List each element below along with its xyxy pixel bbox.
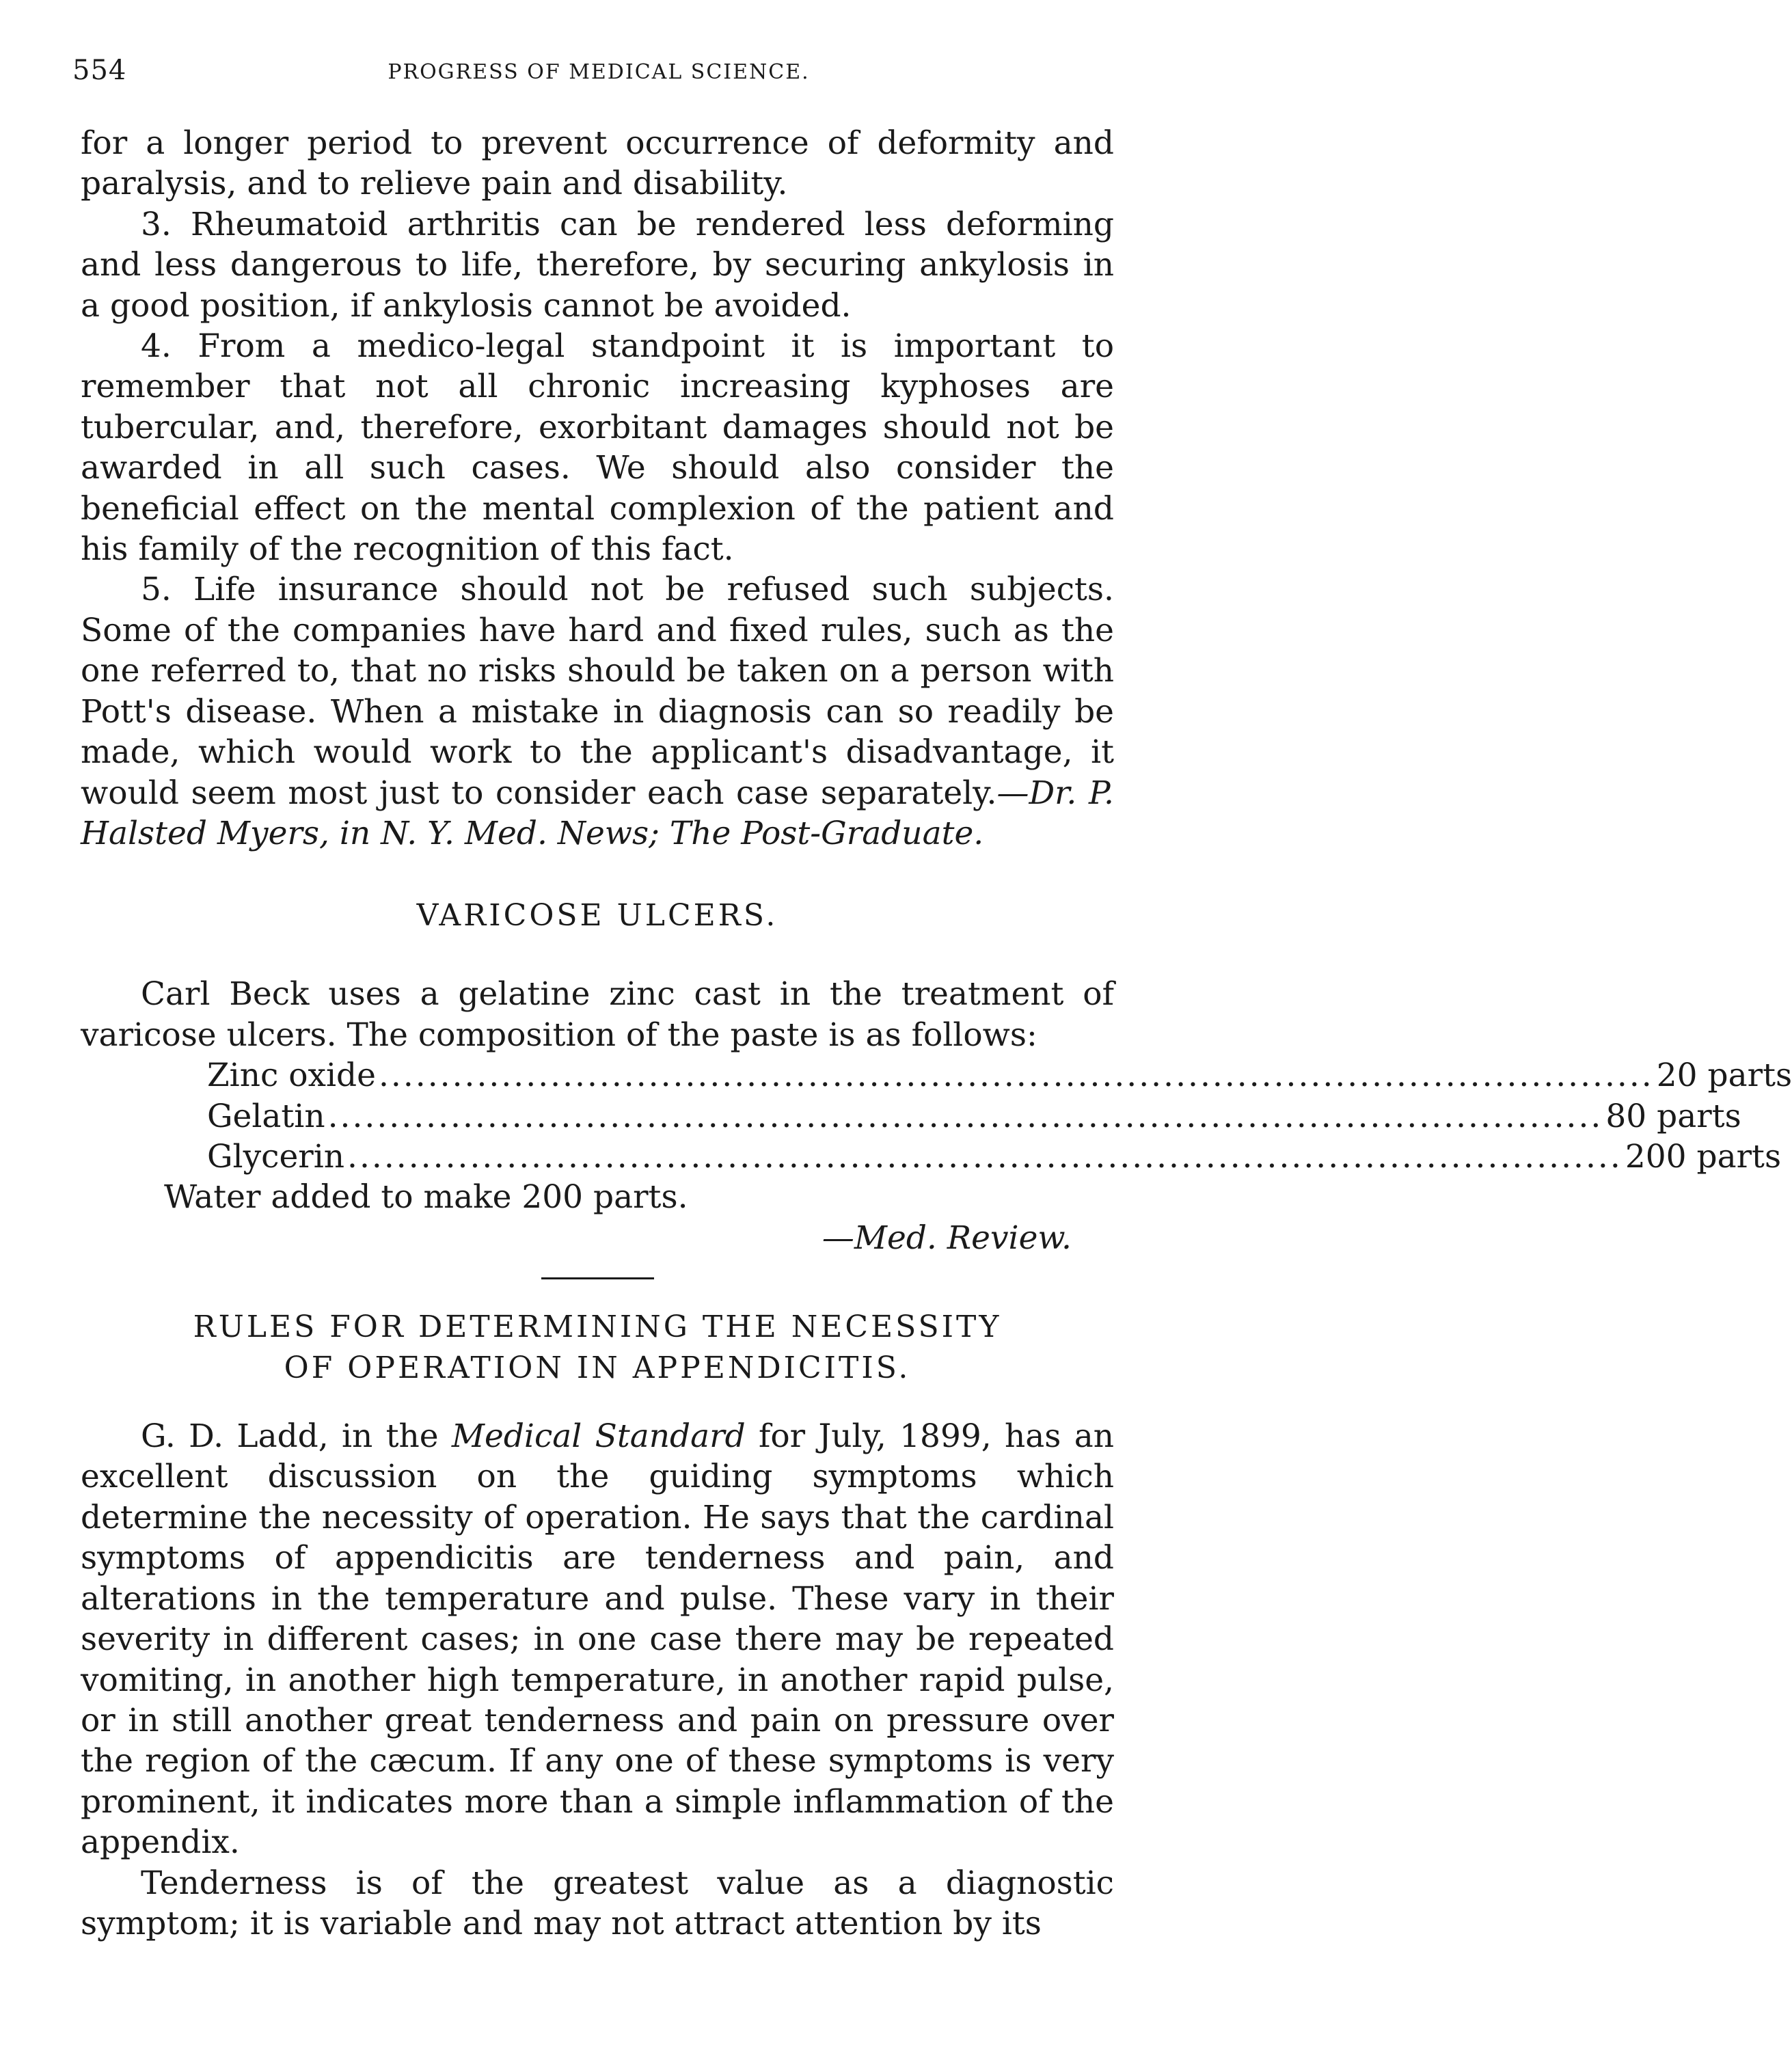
recipe-list — [81, 1055, 1792, 1177]
varicose-paragraph: Carl Beck uses a gelatine zinc cast in the treatment of varicose ulcers. The composition of the paste is as follows: — [81, 975, 1114, 1054]
recipe-ingredient: Gelatin — [207, 1097, 325, 1135]
recipe-leader-dots: ........................................................................................................ — [327, 1097, 1603, 1135]
section-divider — [541, 1277, 654, 1279]
appendicitis-paragraph-2: Tenderness is of the greatest value as a diagnostic symptom; it is variable and may not attract attention by its — [81, 1864, 1114, 1942]
page-header — [72, 55, 1125, 96]
point-5-text: 5. Life insurance should not be refused such subjects. Some of the companies have hard and fixed rules, such as the one referred to, that no risks should be taken on a person with Pott's disease. When a mistake in diagnosis can so readily be made, which would work to the applicant's disadvantage, it would seem most just to consider each case separately. — [81, 571, 1114, 812]
point-3-paragraph: 3. Rheumatoid arthritis can be rendered less deforming and less dangerous to life, therefore, by securing ankylosis in a good position, if ankylosis cannot be avoided. — [81, 205, 1114, 325]
water-note: Water added to make 200 parts. — [164, 1178, 688, 1217]
recipe-row — [207, 1055, 1792, 1096]
recipe-ingredient: Zinc oxide — [207, 1057, 376, 1095]
appendicitis-heading — [81, 1307, 1114, 1389]
point-5-citation: —Dr. P. Halsted Myers, in N. Y. Med. News; The Post-Graduate. — [81, 774, 1114, 852]
varicose-ulcers-heading: VARICOSE ULCERS. — [416, 898, 778, 934]
running-head: PROGRESS OF MEDICAL SCIENCE. — [388, 60, 810, 84]
appendicitis-heading-line-2: OF OPERATION IN APPENDICITIS. — [284, 1350, 911, 1386]
recipe-quantity: 200 parts — [1625, 1137, 1782, 1176]
source-credit: —Med. Review. — [822, 1219, 1072, 1257]
body-text — [81, 123, 1792, 1944]
appendicitis-heading-line-1: RULES FOR DETERMINING THE NECESSITY — [193, 1309, 1002, 1345]
recipe-leader-dots: ........................................................................................................ — [378, 1057, 1654, 1095]
recipe-quantity: 80 parts — [1605, 1097, 1741, 1135]
recipe-row — [207, 1096, 1741, 1137]
recipe-quantity: 20 parts — [1656, 1057, 1792, 1095]
recipe-ingredient: Glycerin — [207, 1137, 345, 1176]
recipe-leader-dots: ........................................................................................................ — [347, 1137, 1623, 1176]
appendicitis-paragraph-1: G. D. Ladd, in the Medical Standard for July, 1899, has an excellent discussion on the guiding symptoms which determine the necessity of operation. He says that the cardinal symptoms of appendicitis are tenderness and pain, and alterations in the temperature and pulse. These vary in their severity in different cases; in one case there may be repeated vomiting, in another high temperature, in another rapid pulse, or in still another great tenderness and pain on pressure over the region of the cæcum. If any one of these symptoms is very prominent, it indicates more than a simple inflammation of the appendix. — [81, 1417, 1114, 1862]
page-number: 554 — [72, 55, 127, 86]
intro-paragraph: for a longer period to prevent occurrence of deformity and paralysis, and to relieve pain and disability. — [81, 124, 1114, 203]
journal-title: Medical Standard — [451, 1417, 746, 1456]
point-5-paragraph — [81, 569, 1114, 854]
recipe-row — [207, 1137, 1782, 1177]
point-4-paragraph: 4. From a medico-legal standpoint it is important to remember that not all chronic increasing kyphoses are tubercular, and, therefore, exorbitant damages should not be awarded in all such cases. We should also consider the beneficial effect on the mental complexion of the patient and his family of the recognition of this fact. — [81, 327, 1114, 569]
